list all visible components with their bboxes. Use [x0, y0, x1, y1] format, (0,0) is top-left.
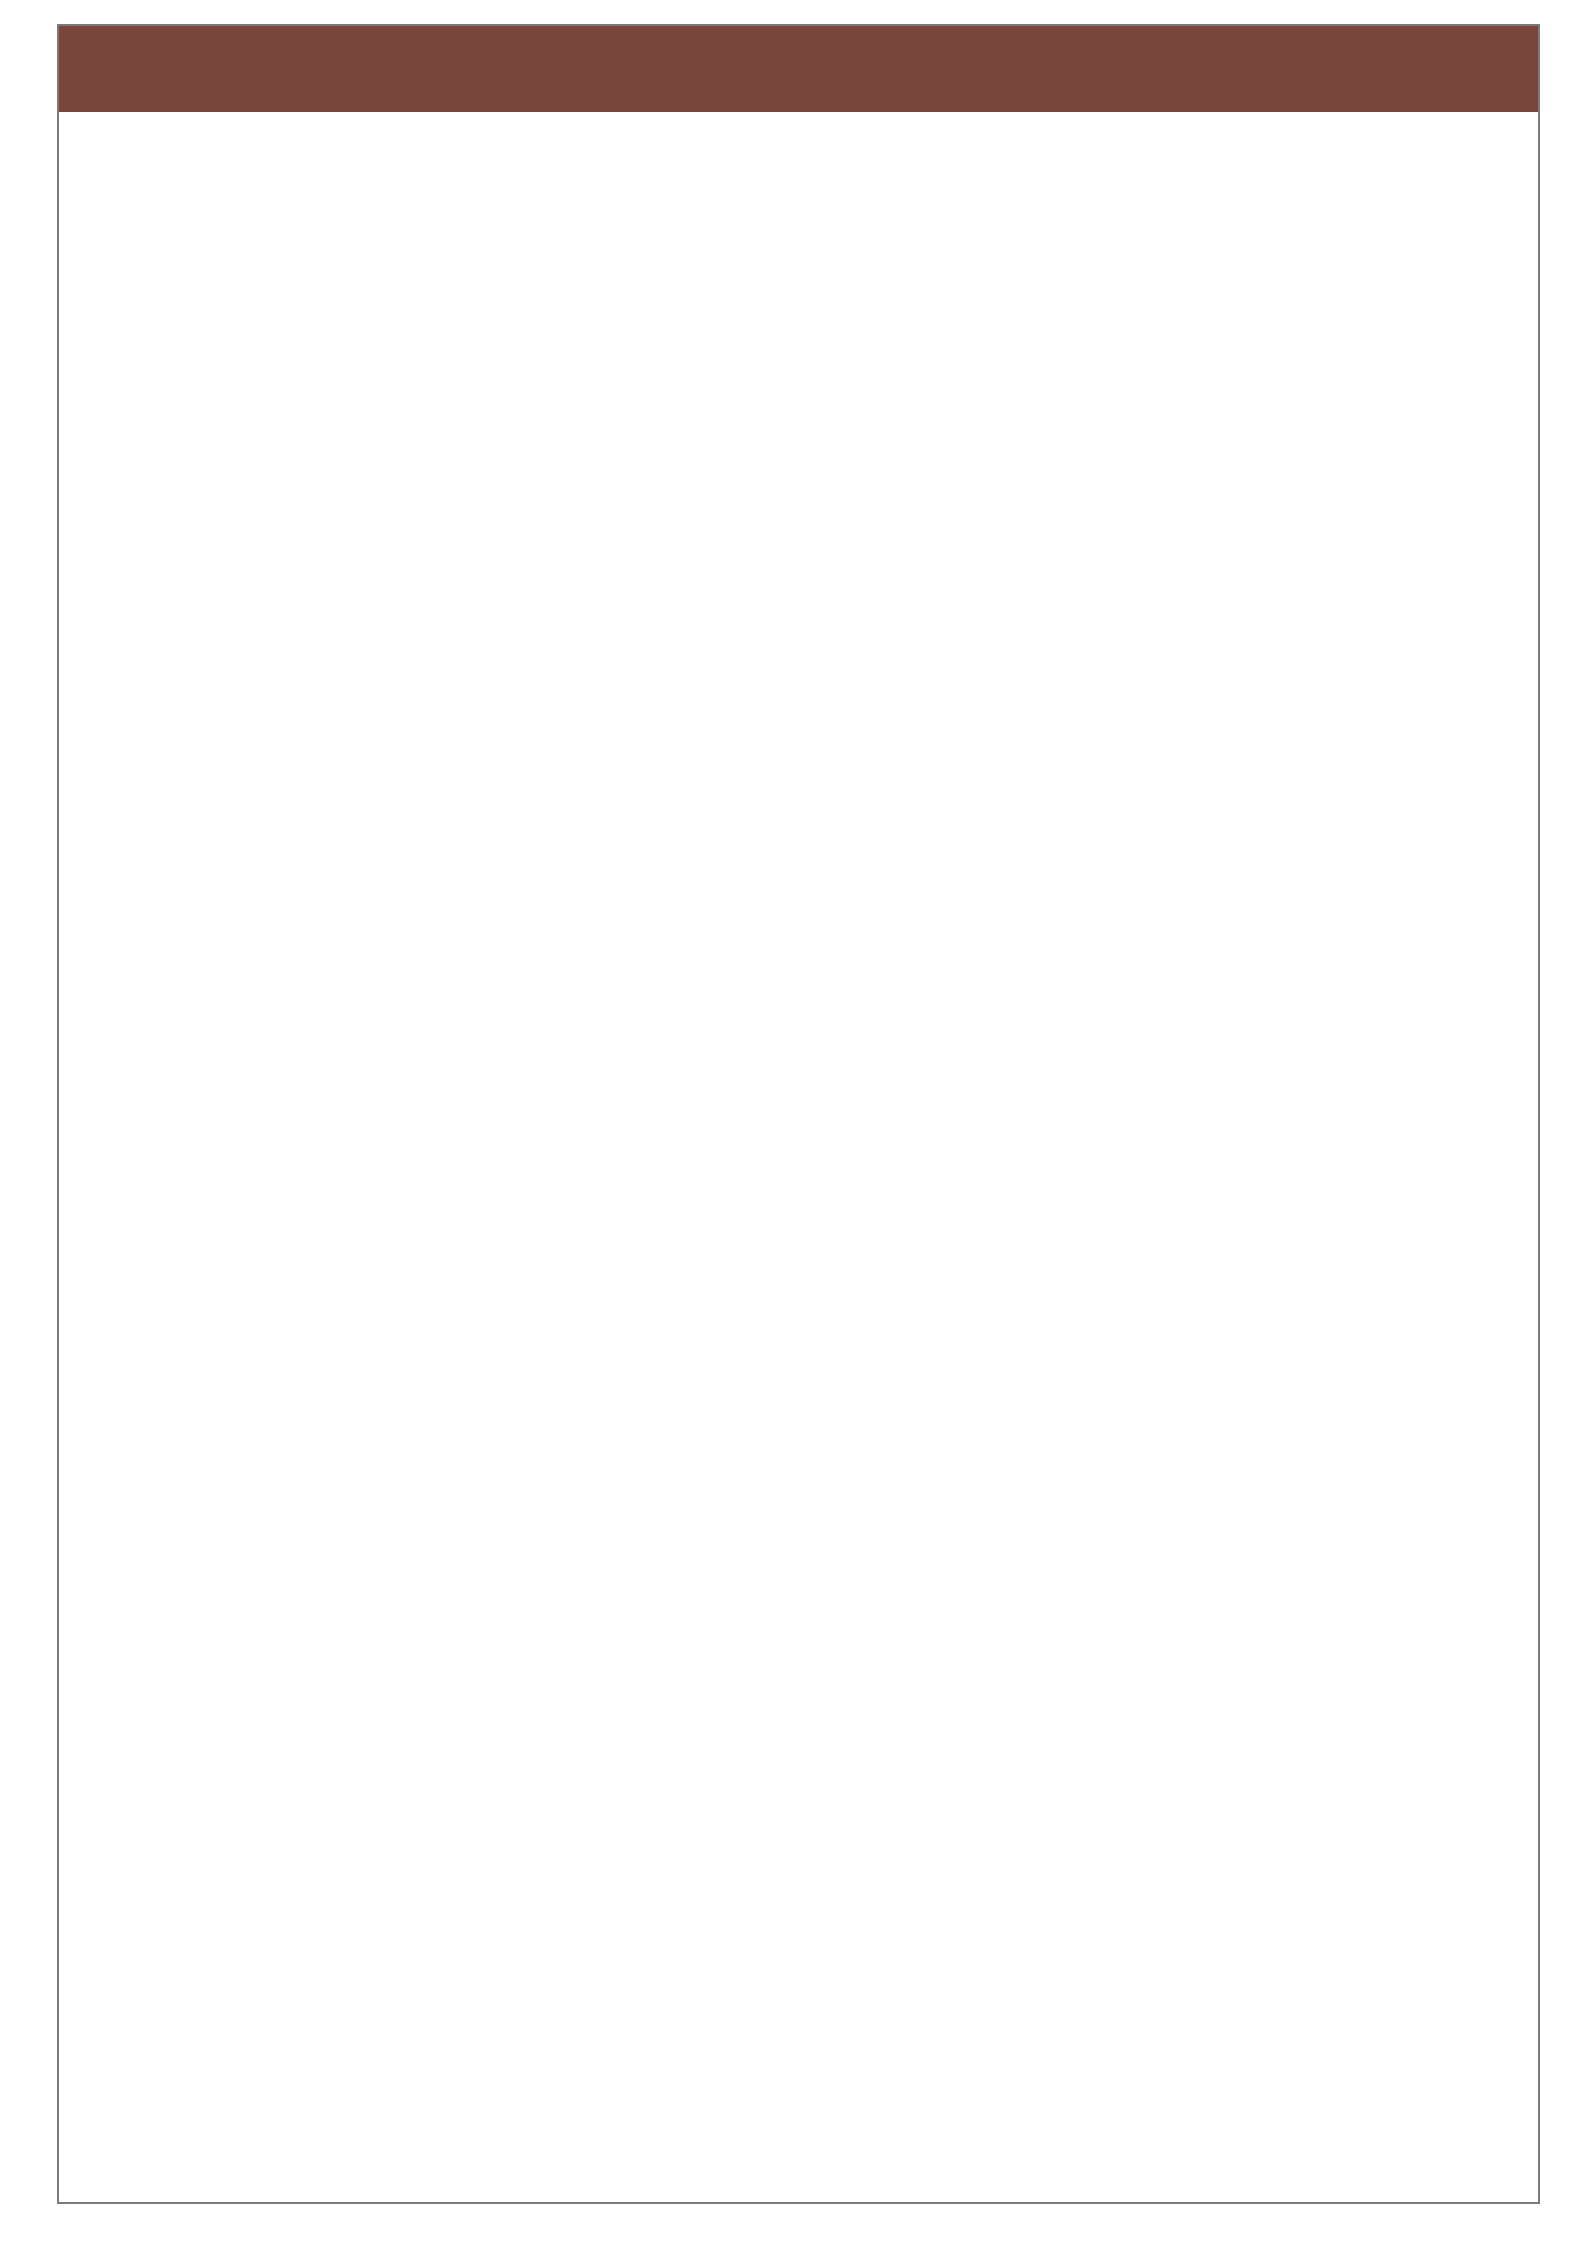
title-bar	[59, 26, 1538, 112]
menu-sheet	[57, 24, 1540, 2204]
